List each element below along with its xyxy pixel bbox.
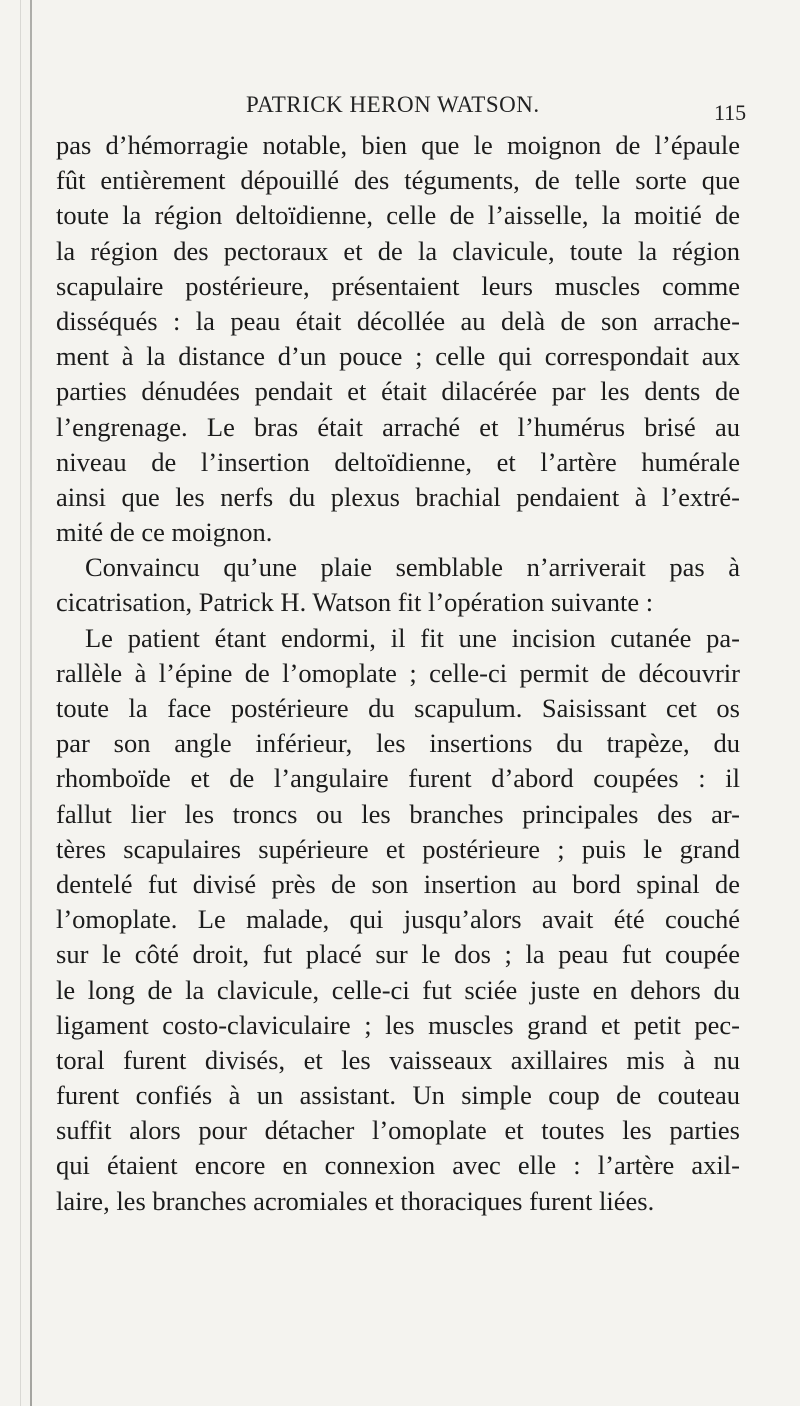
text-line: tères scapulaires supérieure et postérieure ; puis le grand <box>56 833 740 864</box>
text-line: l’omoplate. Le malade, qui jusqu’alors avait été couché <box>56 904 740 935</box>
text-line: laire, les branches acromiales et thoraciques furent liées. <box>56 1185 655 1216</box>
body-text <box>56 128 740 1219</box>
running-head: PATRICK HERON WATSON. <box>246 92 540 117</box>
text-line: toute la région deltoïdienne, celle de l’aisselle, la moitié de <box>56 200 740 231</box>
text-line: ment à la distance d’un pouce ; celle qui correspondait aux <box>56 341 740 372</box>
text-line: par son angle inférieur, les insertions du trapèze, du <box>56 728 740 759</box>
text-line: Le patient étant endormi, il fit une incision cutanée pa- <box>85 622 740 653</box>
text-line: cicatrisation, Patrick H. Watson fit l’opération suivante : <box>56 587 654 618</box>
text-line: niveau de l’insertion deltoïdienne, et l’artère humérale <box>56 446 740 477</box>
text-line: la région des pectoraux et de la clavicule, toute la région <box>56 235 740 266</box>
text-line: ainsi que les nerfs du plexus brachial pendaient à l’extré- <box>56 481 740 512</box>
text-line: furent confiés à un assistant. Un simple coup de couteau <box>56 1080 740 1111</box>
text-line: dentelé fut divisé près de son insertion au bord spinal de <box>56 868 740 899</box>
text-line: toral furent divisés, et les vaisseaux axillaires mis à nu <box>56 1044 740 1075</box>
text-line: pas d’hémorragie notable, bien que le moignon de l’épaule <box>56 130 740 160</box>
page-header <box>0 92 800 125</box>
text-line: parties dénudées pendait et était dilacérée par les dents de <box>56 376 740 407</box>
text-line: le long de la clavicule, celle-ci fut sciée juste en dehors du <box>56 974 740 1005</box>
text-line: scapulaire postérieure, présentaient leurs muscles comme <box>56 270 740 301</box>
text-line: rhomboïde et de l’angulaire furent d’abord coupées : il <box>56 763 740 794</box>
text-line: disséqués : la peau était décollée au delà de son arrache- <box>56 305 740 336</box>
text-line: sur le côté droit, fut placé sur le dos ; la peau fut coupée <box>56 939 740 970</box>
text-line: fût entièrement dépouillé des téguments, de telle sorte que <box>56 165 740 196</box>
text-line: suffit alors pour détacher l’omoplate et toutes les parties <box>56 1115 740 1146</box>
page-number: 115 <box>714 100 747 125</box>
text-line: qui étaient encore en connexion avec elle : l’artère axil- <box>56 1150 740 1181</box>
text-line: mité de ce moignon. <box>56 517 273 548</box>
text-line: Convaincu qu’une plaie semblable n’arriverait pas à <box>85 552 740 583</box>
page-edge-shadow <box>20 0 21 1406</box>
text-line: toute la face postérieure du scapulum. Saisissant cet os <box>56 693 740 723</box>
text-line: fallut lier les troncs ou les branches principales des ar- <box>56 798 740 829</box>
text-line: rallèle à l’épine de l’omoplate ; celle-ci permit de découvrir <box>56 657 740 688</box>
text-line: ligament costo-claviculaire ; les muscles grand et petit pec- <box>56 1009 740 1040</box>
page-binding-edge <box>30 0 32 1406</box>
text-line: l’engrenage. Le bras était arraché et l’humérus brisé au <box>56 411 740 442</box>
